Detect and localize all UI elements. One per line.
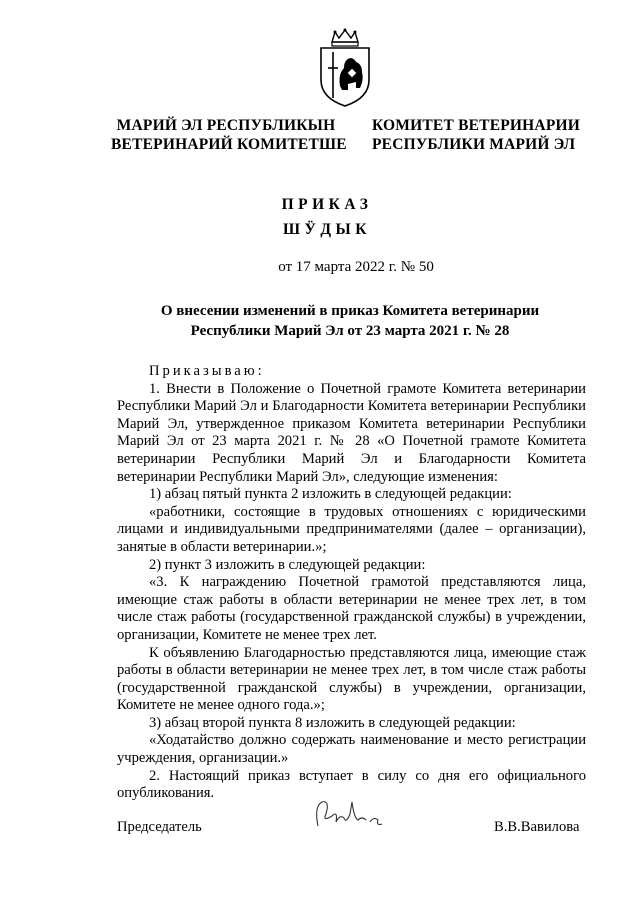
signature-name: В.В.Вавилова (494, 819, 580, 835)
paragraph-1: 1. Внести в Положение о Почетной грамоте Комитета ветеринарии Республики Марий Эл и Благодарности Комитета ветеринарии Республики Марий Эл, утвержденное приказом Комитета ветеринарии Республики Марий Эл от 23 марта 2021 г. № 28 «О Почетной грамоте Комитета ветеринарии Республики Марий Эл и Благодарности Комитета ветеринарии Республики Марий Эл», следующие изменения: (117, 380, 586, 485)
document-title-russian: ПРИКАЗ (281, 196, 373, 213)
signature-position: Председатель (117, 819, 202, 835)
handwritten-signature (310, 796, 390, 836)
paragraph-7: 3) абзац второй пункта 8 изложить в следующей редакции: (149, 714, 516, 731)
header-right-russian (372, 116, 580, 154)
paragraph-8: «Ходатайство должно содержать наименование и место регистрации учреждения, организации.» (117, 732, 586, 767)
document-title-mari: ШӰДЫК (282, 221, 372, 238)
paragraph-6: К объявлению Благодарностью представляются лица, имеющие стаж работы в области ветеринарии не менее трех лет, в том числе стаж работы (государственной гражданской службы) в учреждении, организации, Комитете не менее одного года.»; (117, 644, 586, 714)
subject-line2: Республики Марий Эл от 23 марта 2021 г. № 28 (190, 323, 510, 339)
paragraph-2: 1) абзац пятый пункта 2 изложить в следующей редакции: (149, 486, 512, 503)
coat-of-arms-emblem (318, 28, 372, 108)
paragraph-9: 2. Настоящий приказ вступает в силу со дня его официального опубликования. (117, 767, 586, 802)
header-left-line2: ВЕТЕРИНАРИЙ КОМИТЕТШЕ (111, 136, 347, 153)
header-right-line2: РЕСПУБЛИКИ МАРИЙ ЭЛ (372, 136, 576, 153)
document-body (117, 363, 586, 803)
header-left-mari (111, 116, 347, 154)
paragraph-4: 2) пункт 3 изложить в следующей редакции: (149, 556, 426, 573)
paragraph-5: «3. К награждению Почетной грамотой представляются лица, имеющие стаж работы в области ветеринарии не менее трех лет, в том числе стаж работы (государственной гражданской службы) в учреждении, организации, Комитете не менее трех лет. (117, 574, 586, 643)
header-right-line1: КОМИТЕТ ВЕТЕРИНАРИИ (372, 117, 580, 134)
subject-line1: О внесении изменений в приказ Комитета ветеринарии (160, 303, 540, 319)
document-subject (120, 301, 580, 341)
document-date: от 17 марта 2022 г. № 50 (278, 259, 434, 275)
header-left-line1: МАРИЙ ЭЛ РЕСПУБЛИКЫН (116, 117, 336, 134)
paragraph-3: «работники, состоящие в трудовых отношениях с юридическими лицами и индивидуальными предпринимателями (далее – организации), занятые в области ветеринарии.»; (117, 503, 586, 555)
order-opening: Приказываю: (149, 363, 265, 379)
